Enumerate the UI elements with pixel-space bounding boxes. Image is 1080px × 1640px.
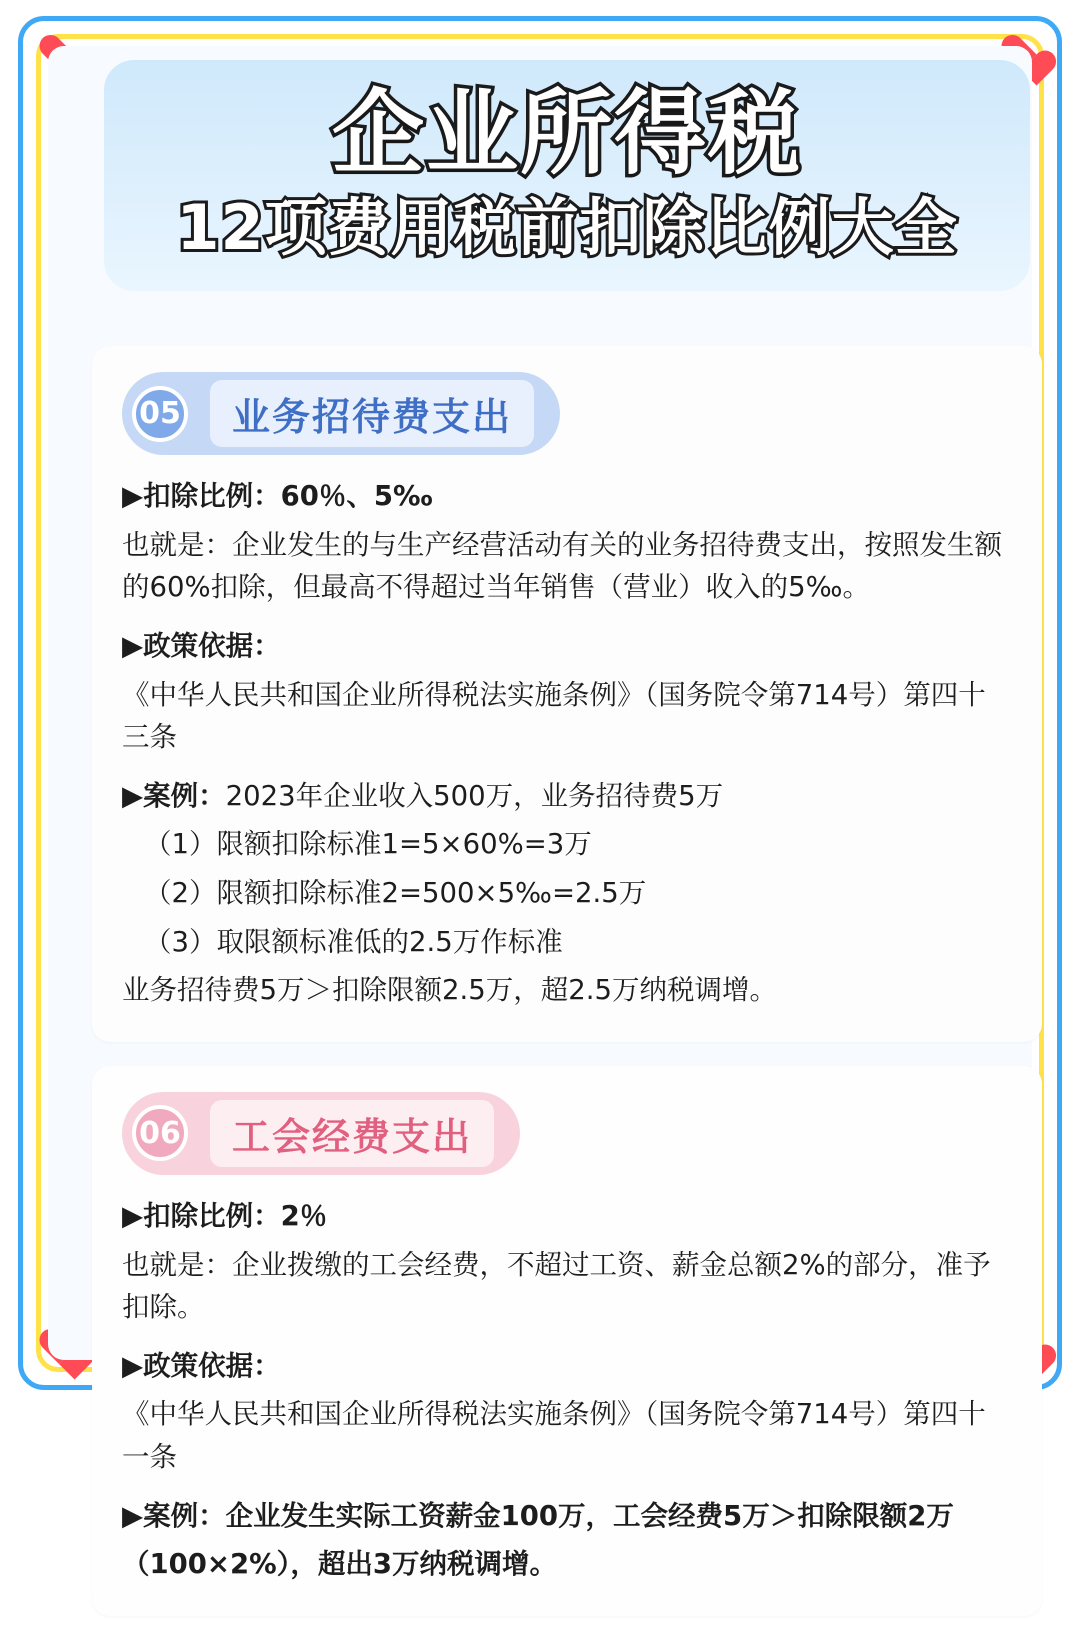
ratio-value: 60％、5‰ (280, 480, 433, 512)
case-title: 企业发生实际工资薪金100万，工会经费5万＞扣除限额2万 (225, 1499, 954, 1532)
case-line (122, 1495, 1012, 1538)
ratio-label: ▶扣除比例： (122, 1199, 281, 1232)
section-number-badge: 06 (132, 1105, 188, 1161)
title-banner (104, 60, 1030, 291)
case-label: ▶案例： (122, 779, 226, 812)
section-card-05 (92, 346, 1042, 1042)
case-step-3: （3）取限额标准低的2.5万作标准 (144, 925, 563, 958)
case-conclusion: 业务招待费5万＞扣除限额2.5万，超2.5万纳税调增。 (122, 974, 777, 1007)
case-title: 2023年企业收入500万，业务招待费5万 (225, 779, 724, 812)
section-header-06 (122, 1092, 520, 1175)
page-subtitle: 12项费用税前扣除比例大全 (176, 191, 958, 265)
ratio-value: 2％ (280, 1199, 328, 1232)
section-title: 业务招待费支出 (210, 380, 534, 447)
policy-text: 《中华人民共和国企业所得税法实施条例》（国务院令第714号）第四十三条 (122, 678, 986, 754)
ratio-line (122, 1195, 1012, 1238)
content-area (48, 46, 1032, 1581)
ratio-line (122, 475, 1012, 518)
ratio-label: ▶扣除比例： (122, 480, 281, 512)
policy-label: ▶政策依据： (122, 629, 281, 662)
explain-text: 也就是：企业发生的与生产经营活动有关的业务招待费支出，按照发生额的60%扣除，但最高不得超过当年销售（营业）收入的5‰。 (122, 528, 1002, 604)
page-title: 企业所得税 (331, 80, 802, 187)
case-step-2: （2）限额扣除标准2=500×5‰=2.5万 (144, 877, 647, 909)
case-step-1: （1）限额扣除标准1=5×60%=3万 (144, 828, 592, 861)
case-line (122, 775, 1012, 818)
case-conclusion: （100×2%），超出3万纳税调增。 (122, 1548, 558, 1581)
sections-container (92, 346, 1042, 1640)
policy-text: 《中华人民共和国企业所得税法实施条例》（国务院令第714号）第四十一条 (122, 1398, 986, 1473)
case-label: ▶案例： (122, 1499, 226, 1532)
policy-label: ▶政策依据： (122, 1349, 281, 1382)
section-card-06 (92, 1066, 1042, 1616)
section-number-badge: 05 (132, 386, 188, 442)
section-title: 工会经费支出 (210, 1100, 494, 1167)
explain-text: 也就是：企业拨缴的工会经费，不超过工资、薪金总额2%的部分，准予扣除。 (122, 1248, 991, 1324)
section-header-05 (122, 372, 560, 455)
